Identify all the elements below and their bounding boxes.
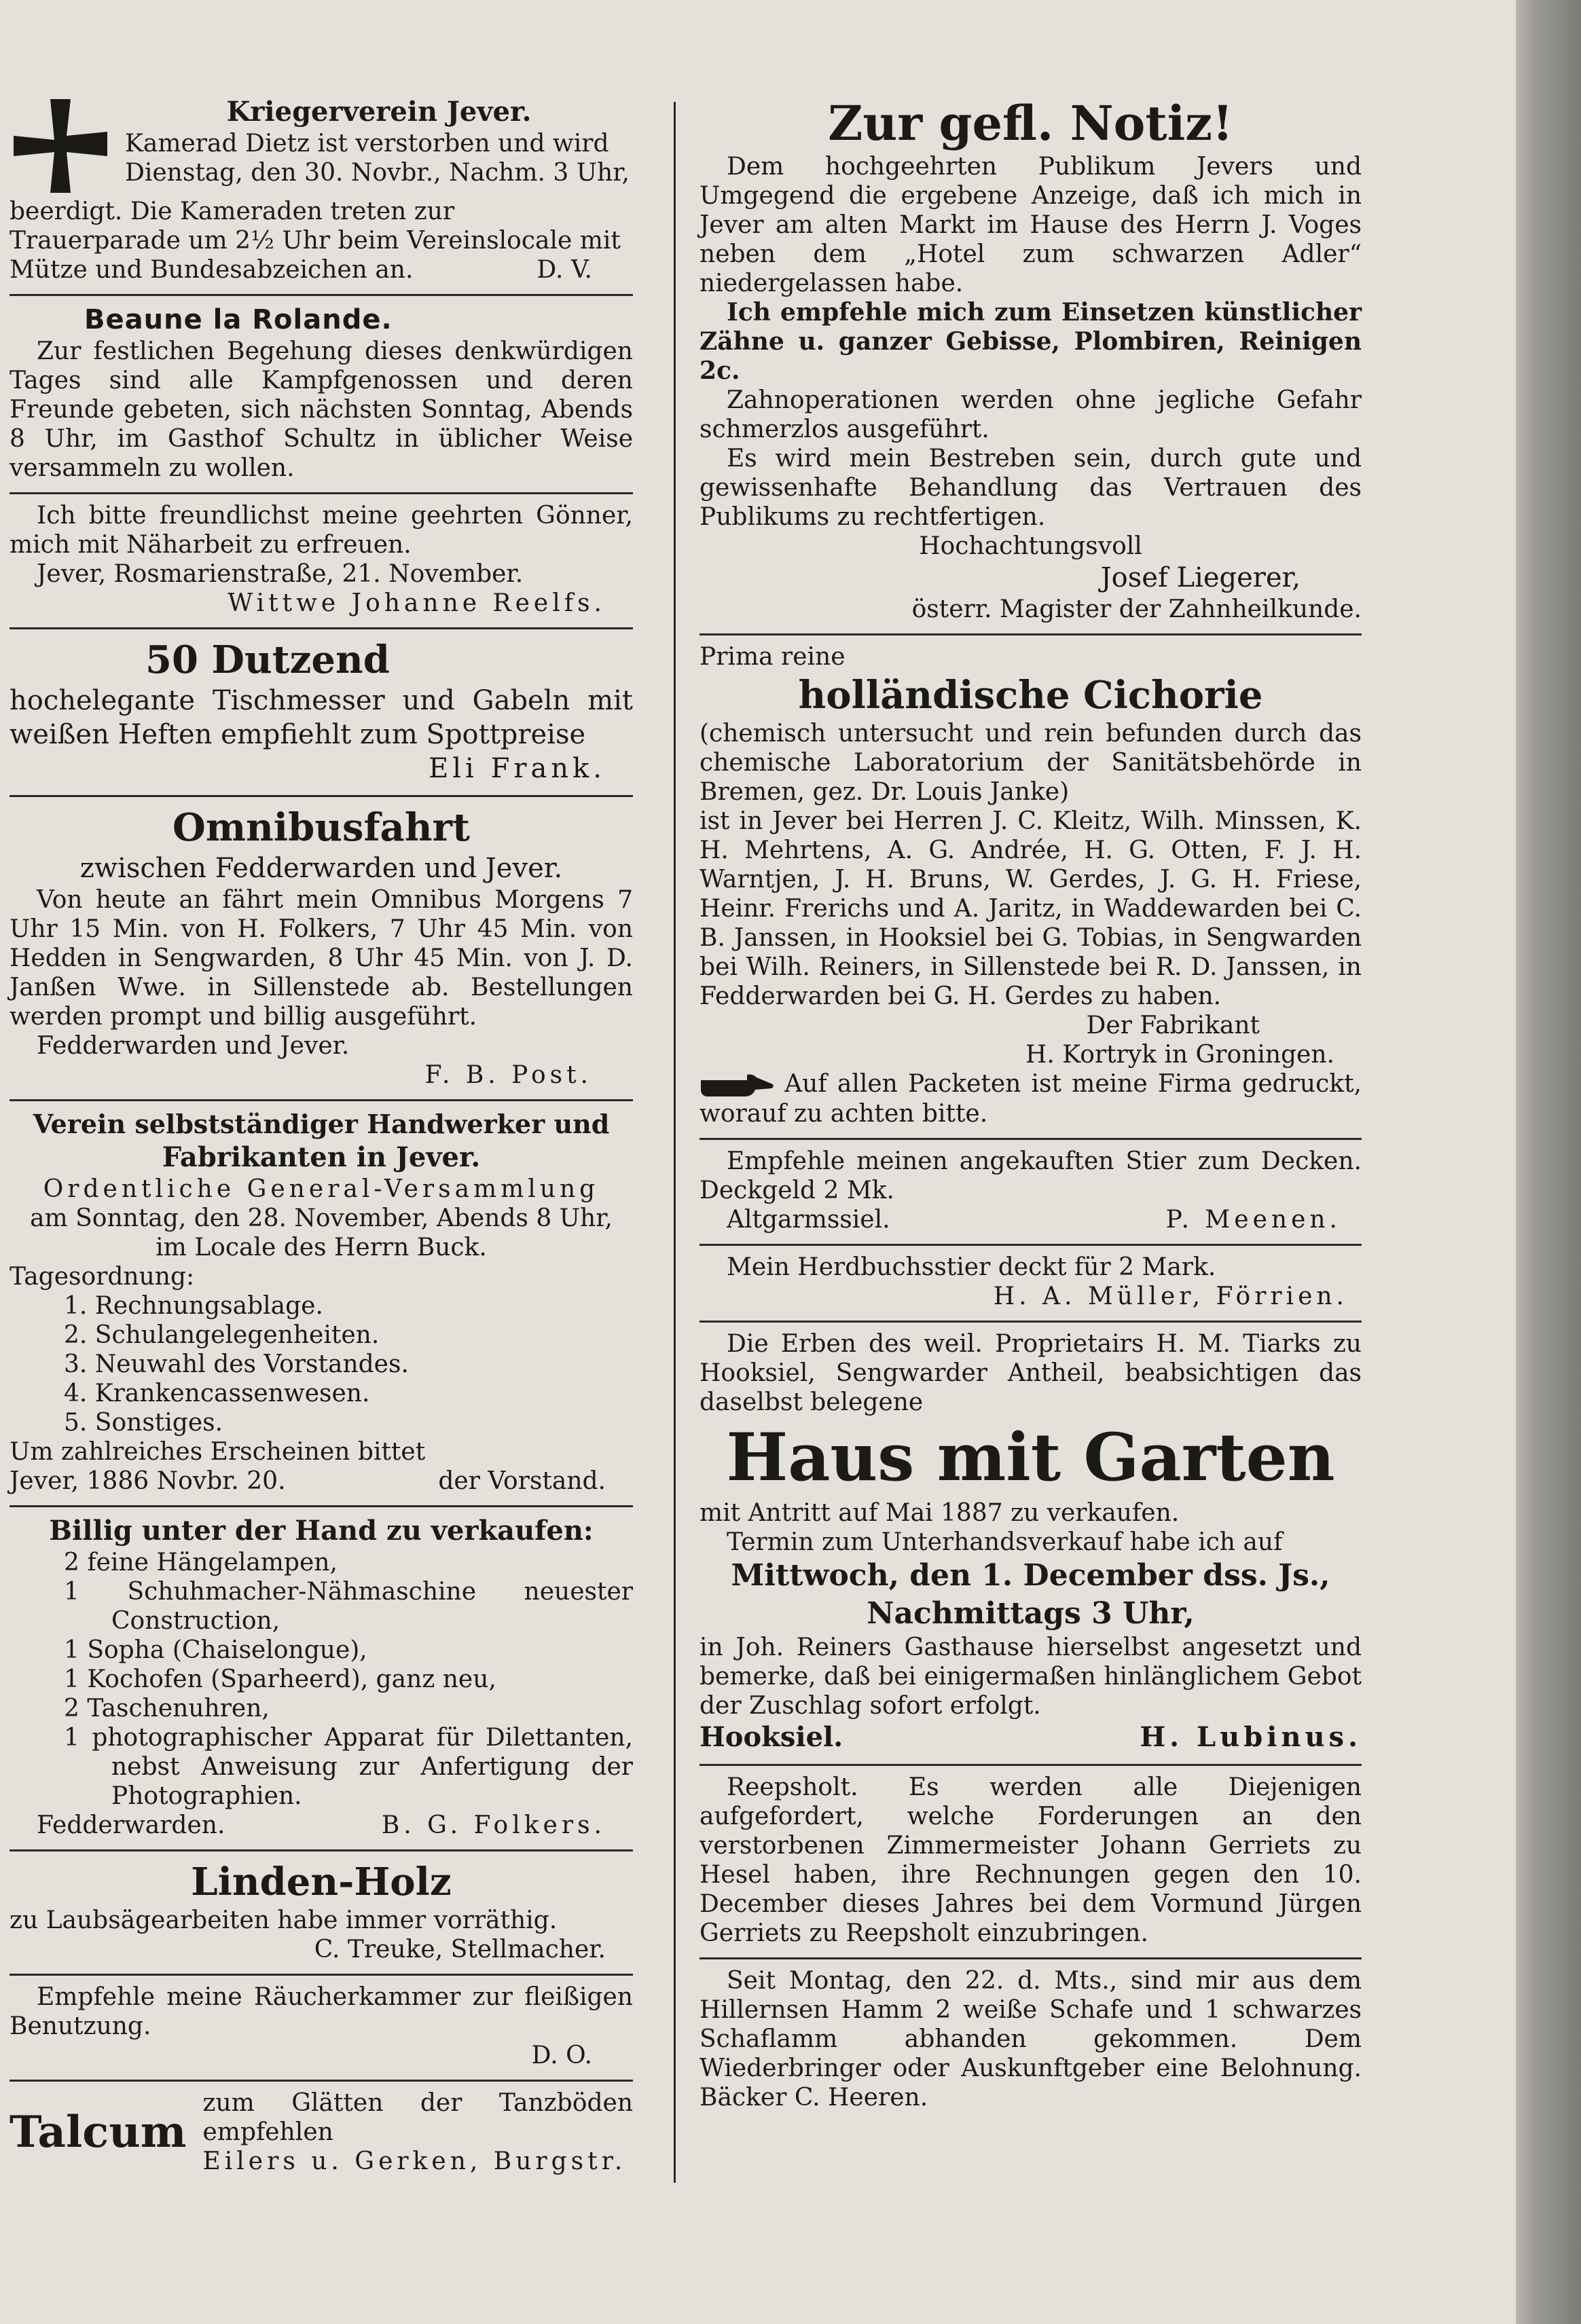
sale-item: 1 Kochofen (Sparheerd), ganz neu, bbox=[64, 1665, 496, 1693]
ad-title: holländische Cichorie bbox=[798, 673, 1263, 718]
ad-signature: H. A. Müller, Förrien. bbox=[993, 1283, 1348, 1310]
right-column bbox=[699, 88, 1362, 2122]
ad-reepsholt bbox=[699, 1766, 1362, 1959]
column-divider bbox=[674, 102, 676, 2183]
ad-line: am Sonntag, den 28. November, Abends 8 Uhr, bbox=[30, 1204, 613, 1232]
ad-signature: H. Kortryk in Groningen. bbox=[1025, 1041, 1334, 1069]
ad-signature: Eli Frank. bbox=[429, 753, 606, 784]
ad-signature: Josef Liegerer, bbox=[1100, 562, 1301, 593]
ad-beaune bbox=[10, 296, 633, 494]
sale-items bbox=[10, 1548, 633, 1811]
ad-title: Billig unter der Hand zu verkaufen: bbox=[49, 1515, 594, 1547]
ad-text: Empfehle meinen angekauften Stier zum Decken. Deckgeld 2 Mk. bbox=[699, 1147, 1362, 1204]
ad-title: Verein selbstständiger Handwerker und bbox=[33, 1109, 610, 1139]
ad-signature: P. Meenen. bbox=[1165, 1206, 1341, 1234]
ad-closing: Um zahlreiches Erscheinen bittet bbox=[10, 1438, 426, 1466]
ad-text: in Joh. Reiners Gasthause hierselbst angesetzt und bemerke, daß bei einigermaßen hinlänglichem Gebot der Zuschlag sofort erfolgt. bbox=[699, 1634, 1362, 1720]
ad-pre: Prima reine bbox=[699, 643, 846, 671]
agenda-item: 4. Krankencassenwesen. bbox=[64, 1380, 370, 1407]
ad-title: Linden-Holz bbox=[191, 1860, 452, 1904]
ad-schafe bbox=[699, 1959, 1362, 2122]
iron-cross-icon bbox=[10, 95, 111, 197]
sale-item: 1 photographischer Apparat für Dilettanten, nebst Anweisung zur Anfertigung der Photographien. bbox=[64, 1724, 633, 1810]
ad-note-text: Auf allen Packeten ist meine Firma gedruckt, worauf zu achten bitte. bbox=[699, 1070, 1362, 1128]
ad-place: Altgarmssiel. bbox=[727, 1206, 890, 1234]
ad-title: Talcum bbox=[10, 2106, 187, 2158]
ad-signature: D. O. bbox=[531, 2042, 592, 2069]
ad-dutzend bbox=[10, 629, 633, 797]
pointing-hand-icon bbox=[699, 1072, 774, 1099]
sale-item: 2 feine Hängelampen, bbox=[64, 1549, 338, 1576]
ad-omnibus bbox=[10, 797, 633, 1101]
ad-time: Nachmittags 3 Uhr, bbox=[867, 1596, 1195, 1631]
sale-item: 2 Taschenuhren, bbox=[64, 1695, 270, 1722]
ad-text: Ich bitte freundlichst meine geehrten Gönner, mich mit Näharbeit zu erfreuen. bbox=[10, 502, 633, 559]
ad-text: Termin zum Unterhandsverkauf habe ich auf bbox=[727, 1528, 1283, 1556]
ad-line: Ordentliche General-Versammlung bbox=[43, 1175, 600, 1203]
ad-line: Der Fabrikant bbox=[1086, 1012, 1260, 1039]
ad-line: Dienstag, den 30. Novbr., Nachm. 3 Uhr, bbox=[125, 159, 630, 187]
ad-place: Hooksiel. bbox=[699, 1721, 843, 1753]
ad-reelfs bbox=[10, 494, 633, 629]
agenda-item: 3. Neuwahl des Vorstandes. bbox=[64, 1350, 409, 1378]
ad-place: Jever, 1886 Novbr. 20. bbox=[10, 1467, 286, 1495]
ad-text: Dem hochgeehrten Publikum Jevers und Umgegend die ergebene Anzeige, daß ich mich in Jever am alten Markt im Hause des Herrn J. Voges neben dem „Hotel zum schwarzen Adler“ niedergelassen habe. bbox=[699, 153, 1362, 297]
ad-title: Zur gefl. Notiz! bbox=[828, 95, 1233, 151]
ad-signature: B. G. Folkers. bbox=[381, 1811, 606, 1839]
ad-title: 50 Dutzend bbox=[145, 638, 390, 682]
ad-line: Trauerparade um 2½ Uhr beim Vereinslocale mit bbox=[10, 227, 621, 255]
ad-cichorie bbox=[699, 635, 1362, 1140]
agenda-item: 1. Rechnungsablage. bbox=[64, 1292, 323, 1320]
ad-zahnarzt bbox=[699, 88, 1362, 635]
ad-raeucherkammer bbox=[10, 1976, 633, 2082]
ad-haus-mit-garten bbox=[699, 1323, 1362, 1766]
ad-line: beerdigt. Die Kameraden treten zur bbox=[10, 198, 455, 225]
sale-item: 1 Sopha (Chaiselongue), bbox=[64, 1636, 367, 1664]
ad-signature: H. Lubinus. bbox=[1140, 1721, 1362, 1753]
ad-text: Von heute an fährt mein Omnibus Morgens 7 Uhr 15 Min. von H. Folkers, 7 Uhr 45 Min. von Hedden in Sengwarden, 8 Uhr 45 Min. von J. D. Janßen Wwe. in Sillenstede ab. Bestellungen werden prompt und billig ausgeführt. bbox=[10, 886, 633, 1031]
ad-stier bbox=[699, 1140, 1362, 1246]
ad-billig bbox=[10, 1507, 633, 1851]
ad-text: Die Erben des weil. Proprietairs H. M. Tiarks zu Hooksiel, Sengwarder Antheil, beabsichtigen das daselbst belegene bbox=[699, 1330, 1362, 1416]
ad-title: Beaune la Rolande. bbox=[84, 304, 393, 335]
ad-title: Haus mit Garten bbox=[726, 1419, 1335, 1496]
ad-herdbuchstier bbox=[699, 1246, 1362, 1323]
ad-text: Seit Montag, den 22. d. Mts., sind mir aus dem Hillernsen Hamm 2 weiße Schafe und 1 schwarzes Schaflamm abhanden gekommen. Dem Wiederbringer oder Auskunftgeber eine Belohnung. Bäcker C. Heeren. bbox=[699, 1967, 1362, 2111]
ad-talcum bbox=[10, 2082, 633, 2185]
ad-text: Empfehle meine Räucherkammer zur fleißigen Benutzung. bbox=[10, 1983, 633, 2040]
ad-signature: C. Treuke, Stellmacher. bbox=[314, 1936, 606, 1963]
ad-signature: der Vorstand. bbox=[438, 1467, 606, 1495]
ad-text: hochelegante Tischmesser und Gabeln mit weißen Heften empfiehlt zum Spottpreise bbox=[10, 685, 633, 750]
agenda-list bbox=[10, 1291, 633, 1437]
sale-item: 1 Schuhmacher-Nähmaschine neuester Construction, bbox=[64, 1578, 633, 1635]
ad-signature: F. B. Post. bbox=[424, 1061, 592, 1089]
ad-kriegerverein bbox=[10, 88, 633, 296]
ad-text: Zahnoperationen werden ohne jegliche Gefahr schmerzlos ausgeführt. bbox=[699, 386, 1362, 443]
agenda-item: 5. Sonstiges. bbox=[64, 1409, 223, 1437]
ad-text: Reepsholt. Es werden alle Diejenigen aufgefordert, welche Forderungen an den verstorbenen Zimmermeister Johann Gerriets zu Hesel haben, ihre Rechnungen gegen den 10. December dieses Jahres bei dem Vormund Jürgen Gerriets zu Reepsholt einzubringen. bbox=[699, 1773, 1362, 1947]
ad-handwerker-verein bbox=[10, 1101, 633, 1507]
ad-text: (chemisch untersucht und rein befunden durch das chemische Laboratorium der Sanitätsbehörde in Bremen, gez. Dr. Louis Janke) bbox=[699, 720, 1362, 806]
ad-subtitle: zwischen Fedderwarden und Jever. bbox=[79, 853, 563, 884]
ad-text: Es wird mein Bestreben sein, durch gute und gewissenhafte Behandlung das Vertrauen des Publikums zu rechtfertigen. bbox=[699, 445, 1362, 531]
ad-role: österr. Magister der Zahnheilkunde. bbox=[911, 595, 1362, 623]
agenda-item: 2. Schulangelegenheiten. bbox=[64, 1321, 380, 1349]
ad-text: zum Glätten der Tanzböden empfehlen bbox=[202, 2089, 633, 2146]
ad-note bbox=[699, 1069, 1362, 1128]
ad-title: Fabrikanten in Jever. bbox=[162, 1141, 481, 1173]
ad-date: Mittwoch, den 1. December dss. Js., bbox=[731, 1558, 1330, 1593]
ad-place: Fedderwarden und Jever. bbox=[37, 1032, 350, 1060]
ad-title: Omnibusfahrt bbox=[172, 805, 470, 850]
ad-greeting: Hochachtungsvoll bbox=[919, 532, 1142, 560]
ad-place: Jever, Rosmarienstraße, 21. November. bbox=[37, 560, 524, 588]
ad-line: Mütze und Bundesabzeichen an. bbox=[10, 256, 414, 284]
ad-line: im Locale des Herrn Buck. bbox=[156, 1234, 487, 1261]
left-column bbox=[10, 88, 633, 2185]
ad-signature: Wittwe Johanne Reelfs. bbox=[228, 589, 606, 617]
ad-text: Ich empfehle mich zum Einsetzen künstlicher Zähne u. ganzer Gebisse, Plombiren, Reinigen 2c. bbox=[699, 298, 1362, 385]
ad-text: mit Antritt auf Mai 1887 zu verkaufen. bbox=[699, 1499, 1180, 1527]
ad-text: Mein Herdbuchsstier deckt für 2 Mark. bbox=[727, 1253, 1216, 1281]
ad-text: Zur festlichen Begehung dieses denkwürdigen Tages sind alle Kampfgenossen und deren Freunde gebeten, sich nächsten Sonntag, Abends 8 Uhr, im Gasthof Schultz in üblicher Weise versammeln zu wollen. bbox=[10, 337, 633, 482]
ad-place: Fedderwarden. bbox=[37, 1811, 225, 1839]
ad-text: zu Laubsägearbeiten habe immer vorräthig. bbox=[10, 1906, 558, 1934]
ad-title: Kriegerverein Jever. bbox=[226, 96, 532, 128]
ad-text: ist in Jever bei Herren J. C. Kleitz, Wilh. Minssen, K. H. Mehrtens, A. G. Andrée, H. G. Otten, F. J. H. Warntjen, J. H. Bruns, W. Gerdes, J. G. H. Friese, Heinr. Frerichs und A. Jaritz, in Waddewarden bei C. B. Janssen, in Hooksiel bei G. Tobias, in Sengwarden bei Wilh. Reiners, in Sillenstede bei R. D. Janssen, in Fedderwarden bei G. H. Gerdes zu haben. bbox=[699, 807, 1362, 1010]
ad-signature: Eilers u. Gerken, Burgstr. bbox=[202, 2147, 627, 2175]
ad-linden-holz bbox=[10, 1851, 633, 1976]
page-edge bbox=[1516, 0, 1581, 2324]
agenda-label: Tagesordnung: bbox=[10, 1263, 195, 1291]
ad-signature: D. V. bbox=[537, 256, 592, 284]
ad-line: Kamerad Dietz ist verstorben und wird bbox=[125, 130, 609, 158]
